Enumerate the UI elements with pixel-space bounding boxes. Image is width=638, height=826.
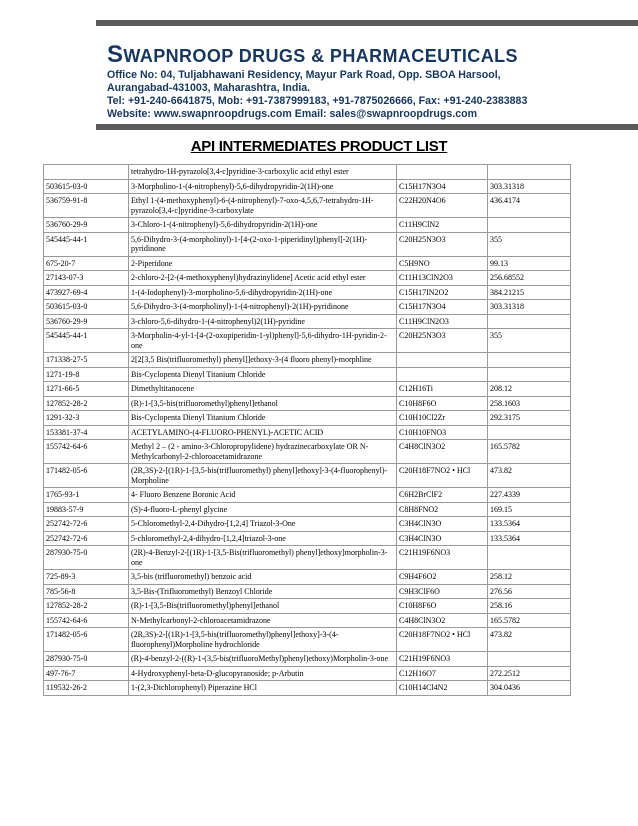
molecular-weight-cell: 169.15: [488, 502, 571, 517]
molecular-weight-cell: 473.82: [488, 628, 571, 652]
table-row: [44, 411, 571, 426]
formula-cell: C6H2BrClF2: [397, 488, 488, 503]
address-line-1: Office No: 04, Tuljabhawani Residency, Mayur Park Road, Opp. SBOA Harsool,: [107, 69, 501, 81]
formula-cell: C4H8ClN3O2: [397, 440, 488, 464]
cas-number-cell: 171482-05-6: [44, 464, 129, 488]
product-name-cell: 5-Chloromethyl-2,4-Dihydro-[1,2,4] Triazol-3-One: [129, 517, 397, 532]
molecular-weight-cell: 227.4339: [488, 488, 571, 503]
formula-cell: C20H25N3O3: [397, 232, 488, 256]
molecular-weight-cell: 258.16: [488, 599, 571, 614]
table-row: [44, 285, 571, 300]
table-row: [44, 382, 571, 397]
table-row: [44, 232, 571, 256]
molecular-weight-cell: [488, 218, 571, 233]
molecular-weight-cell: 303.31318: [488, 300, 571, 315]
table-row: [44, 218, 571, 233]
table-row: [44, 531, 571, 546]
product-name-cell: (R)-1-[3,5-bis(trifluoromethyl)phenyl]ethanol: [129, 396, 397, 411]
table-row: [44, 517, 571, 532]
table-row: [44, 353, 571, 368]
cas-number-cell: 155742-64-6: [44, 440, 129, 464]
molecular-weight-cell: [488, 652, 571, 667]
table-row: [44, 681, 571, 696]
product-name-cell: (2R,3S)-2-[(1R)-1-[3,5-bis(trifluoromethyl) phenyl]ethoxy]-3-(4-fluorophenyl)-Morpholine: [129, 464, 397, 488]
cas-number-cell: 545445-44-1: [44, 329, 129, 353]
formula-cell: C15H17N3O4: [397, 179, 488, 194]
molecular-weight-cell: 384.21215: [488, 285, 571, 300]
molecular-weight-cell: [488, 546, 571, 570]
formula-cell: C12H16Ti: [397, 382, 488, 397]
product-name-cell: Methyl 2 – (2 - amino-3-Chloropropylidene) hydrazinecarboxylate OR N-Methylcarbonyl-2-chloroacetamidrazone: [129, 440, 397, 464]
table-row: [44, 367, 571, 382]
table-row: [44, 396, 571, 411]
product-name-cell: 5,6-Dihydro-3-(4-morpholinyl)-1-[4-(2-oxo-1-piperidinyl)phenyl]-2(1H)-pyridinone: [129, 232, 397, 256]
molecular-weight-cell: [488, 314, 571, 329]
product-name-cell: 4-Hydroxyphenyl-beta-D-glucopyranoside; p-Arbutin: [129, 666, 397, 681]
product-name-cell: 3-Chloro-1-(4-nitrophenyl)-5,6-dihydropyridin-2(1H)-one: [129, 218, 397, 233]
table-row: [44, 300, 571, 315]
formula-cell: C22H20N4O6: [397, 194, 488, 218]
table-row: [44, 628, 571, 652]
product-name-cell: 3,5-Bis-(Trifluoromethyl) Benzoyl Chloride: [129, 584, 397, 599]
table-row: [44, 546, 571, 570]
molecular-weight-cell: 355: [488, 232, 571, 256]
cas-number-cell: 725-89-3: [44, 570, 129, 585]
formula-cell: C20H25N3O3: [397, 329, 488, 353]
product-name-cell: Bis-Cyclopenta Dienyl Titanium Chloride: [129, 367, 397, 382]
cas-number-cell: 785-56-8: [44, 584, 129, 599]
company-name-rest: WAPNROOP DRUGS & PHARMACEUTICALS: [123, 46, 518, 66]
molecular-weight-cell: 436.4174: [488, 194, 571, 218]
table-row: [44, 425, 571, 440]
molecular-weight-cell: [488, 425, 571, 440]
formula-cell: [397, 165, 488, 180]
letterhead: [107, 42, 637, 121]
cas-number-cell: 155742-64-6: [44, 613, 129, 628]
formula-cell: C15H17N3O4: [397, 300, 488, 315]
molecular-weight-cell: 258.1603: [488, 396, 571, 411]
formula-cell: C8H8FNO2: [397, 502, 488, 517]
formula-cell: C3H4ClN3O: [397, 531, 488, 546]
product-name-cell: 3-Morpholin-4-yl-1-[4-(2-oxopiperidin-1-yl)phenyl]-5,6-dihydro-1H-pyridin-2-one: [129, 329, 397, 353]
product-name-cell: (R)-4-benzyl-2-((R)-1-(3,5-bis(trifluoroMethyl)phenyl)ethoxy)Morpholin-3-one: [129, 652, 397, 667]
website-email-line: Website: www.swapnroopdrugs.com Email: sales@swapnroopdrugs.com: [107, 108, 477, 120]
address-line-2: Aurangabad-431003, Maharashtra, India.: [107, 82, 311, 94]
formula-cell: C15H17IN2O2: [397, 285, 488, 300]
table-row: [44, 440, 571, 464]
table-row: [44, 464, 571, 488]
formula-cell: C10H10FNO3: [397, 425, 488, 440]
molecular-weight-cell: 99.13: [488, 256, 571, 271]
table-row: [44, 570, 571, 585]
molecular-weight-cell: 133.5364: [488, 517, 571, 532]
cas-number-cell: 252742-72-6: [44, 517, 129, 532]
product-name-cell: N-Methylcarbonyl-2-chloroacetamidrazone: [129, 613, 397, 628]
cas-number-cell: 473927-69-4: [44, 285, 129, 300]
company-name-initial: S: [107, 41, 124, 68]
product-table: [43, 164, 571, 696]
table-row: [44, 194, 571, 218]
product-name-cell: 1-(4-Iodophenyl)-3-morpholino-5,6-dihydropyridin-2(1H)-one: [129, 285, 397, 300]
product-name-cell: 2-chloro-2-[2-(4-methoxyphenyl)hydrazinylidene] Acetic acid ethyl ester: [129, 271, 397, 286]
molecular-weight-cell: 276.56: [488, 584, 571, 599]
table-row: [44, 329, 571, 353]
table-row: [44, 652, 571, 667]
formula-cell: C11H13ClN2O3: [397, 271, 488, 286]
cas-number-cell: 503615-03-0: [44, 179, 129, 194]
product-name-cell: 5,6-Dihydro-3-(4-morpholinyl)-1-(4-nitrophenyl)-2(1H)-pyridinone: [129, 300, 397, 315]
table-row: [44, 256, 571, 271]
product-name-cell: 2[2[3,5 Bis(trifluoromethyl) phenyl]]ethoxy-3-(4 fluoro phenyl)-morphline: [129, 353, 397, 368]
cas-number-cell: 497-76-7: [44, 666, 129, 681]
cas-number-cell: 1765-93-1: [44, 488, 129, 503]
product-name-cell: (2R,3S)-2-[(1R)-1-[3,5-bis(trifluoromethyl)phenyl]ethoxy]-3-(4-fluorophenyl)Morpholine hydrochloride: [129, 628, 397, 652]
product-name-cell: tetrahydro-1H-pyrazolo[3,4-c]pyridine-3-carboxylic acid ethyl ester: [129, 165, 397, 180]
product-name-cell: Bis-Cyclopenta Dienyl Titanium Chloride: [129, 411, 397, 426]
product-name-cell: ACETYLAMINO-(4-FLUORO-PHENYL)-ACETIC ACID: [129, 425, 397, 440]
table-row: [44, 314, 571, 329]
formula-cell: C20H18F7NO2 • HCl: [397, 464, 488, 488]
formula-cell: [397, 367, 488, 382]
cas-number-cell: 1291-32-3: [44, 411, 129, 426]
formula-cell: C4H8ClN3O2: [397, 613, 488, 628]
formula-cell: C20H18F7NO2 • HCl: [397, 628, 488, 652]
formula-cell: C10H14Cl4N2: [397, 681, 488, 696]
molecular-weight-cell: 303.31318: [488, 179, 571, 194]
cas-number-cell: 252742-72-6: [44, 531, 129, 546]
product-name-cell: 4- Fluoro Benzene Boronic Acid: [129, 488, 397, 503]
cas-number-cell: 119532-26-2: [44, 681, 129, 696]
cas-number-cell: 675-20-7: [44, 256, 129, 271]
table-row: [44, 488, 571, 503]
product-name-cell: Dimethyltitanocene: [129, 382, 397, 397]
cas-number-cell: 1271-19-8: [44, 367, 129, 382]
molecular-weight-cell: 256.68552: [488, 271, 571, 286]
product-name-cell: 3-Morpholino-1-(4-nitrophenyl)-5,6-dihydropyridin-2(1H)-one: [129, 179, 397, 194]
formula-cell: C10H10Cl2Zr: [397, 411, 488, 426]
molecular-weight-cell: [488, 165, 571, 180]
product-name-cell: (2R)-4-Benzyl-2-[(1R)-1-[3,5-Bis(trifluoromethyl) phenyl]ethoxy]morpholin-3-one: [129, 546, 397, 570]
header-rule-bottom: [96, 124, 638, 130]
cas-number-cell: 287930-75-0: [44, 546, 129, 570]
cas-number-cell: 127852-28-2: [44, 599, 129, 614]
formula-cell: C3H4ClN3O: [397, 517, 488, 532]
page-title: API INTERMEDIATES PRODUCT LIST: [190, 138, 448, 155]
cas-number-cell: 19883-57-9: [44, 502, 129, 517]
company-name: [107, 42, 637, 69]
molecular-weight-cell: 304.0436: [488, 681, 571, 696]
contact-line: Tel: +91-240-6641875, Mob: +91-7387999183, +91-7875026666, Fax: +91-240-2383883: [107, 95, 528, 107]
cas-number-cell: [44, 165, 129, 180]
molecular-weight-cell: [488, 353, 571, 368]
table-row: [44, 584, 571, 599]
molecular-weight-cell: 292.3175: [488, 411, 571, 426]
table-row: [44, 179, 571, 194]
molecular-weight-cell: 133.5364: [488, 531, 571, 546]
cas-number-cell: 171338-27-5: [44, 353, 129, 368]
cas-number-cell: 536760-29-9: [44, 218, 129, 233]
molecular-weight-cell: 165.5782: [488, 440, 571, 464]
formula-cell: C10H8F6O: [397, 599, 488, 614]
table-row: [44, 666, 571, 681]
formula-cell: C12H16O7: [397, 666, 488, 681]
molecular-weight-cell: 208.12: [488, 382, 571, 397]
table-row: [44, 502, 571, 517]
header-rule-top: [96, 20, 638, 26]
cas-number-cell: 27143-07-3: [44, 271, 129, 286]
formula-cell: C9H4F6O2: [397, 570, 488, 585]
cas-number-cell: 503615-03-0: [44, 300, 129, 315]
cas-number-cell: 171482-05-6: [44, 628, 129, 652]
product-name-cell: (S)-4-fluoro-L-phenyl glycine: [129, 502, 397, 517]
cas-number-cell: 536760-29-9: [44, 314, 129, 329]
formula-cell: [397, 353, 488, 368]
molecular-weight-cell: 355: [488, 329, 571, 353]
table-row: [44, 271, 571, 286]
formula-cell: C10H8F6O: [397, 396, 488, 411]
table-row: [44, 599, 571, 614]
cas-number-cell: 287930-75-0: [44, 652, 129, 667]
formula-cell: C21H19F6NO3: [397, 652, 488, 667]
product-name-cell: 2-Piperidone: [129, 256, 397, 271]
cas-number-cell: 1271-66-5: [44, 382, 129, 397]
formula-cell: C9H3ClF6O: [397, 584, 488, 599]
product-name-cell: Ethyl 1-(4-methoxyphenyl)-6-(4-nitrophenyl)-7-oxo-4,5,6,7-tetrahydro-1H-pyrazolo[3,4-c]pyridine-3-carboxylate: [129, 194, 397, 218]
cas-number-cell: 153381-37-4: [44, 425, 129, 440]
table-row: [44, 613, 571, 628]
molecular-weight-cell: 258.12: [488, 570, 571, 585]
product-name-cell: 5-chloromethyl-2,4-dihydro-[1,2,4]triazol-3-one: [129, 531, 397, 546]
formula-cell: C11H9ClN2O3: [397, 314, 488, 329]
molecular-weight-cell: 272.2512: [488, 666, 571, 681]
formula-cell: C21H19F6NO3: [397, 546, 488, 570]
cas-number-cell: 127852-28-2: [44, 396, 129, 411]
formula-cell: C11H9ClN2: [397, 218, 488, 233]
product-name-cell: 3,5-bis (trifluoromethyl) benzoic acid: [129, 570, 397, 585]
product-name-cell: 3-chloro-5,6-dihydro-1-(4-nitrophenyl)2(1H)-pyridine: [129, 314, 397, 329]
product-name-cell: 1-(2,3-Dichlorophenyl) Piperazine HCl: [129, 681, 397, 696]
product-table-body: [44, 165, 571, 696]
molecular-weight-cell: 473.82: [488, 464, 571, 488]
molecular-weight-cell: [488, 367, 571, 382]
cas-number-cell: 536759-91-8: [44, 194, 129, 218]
product-name-cell: (R)-1-[3,5-Bis(trifluoromethyl)phenyl]ethanol: [129, 599, 397, 614]
formula-cell: C5H9NO: [397, 256, 488, 271]
molecular-weight-cell: 165.5782: [488, 613, 571, 628]
cas-number-cell: 545445-44-1: [44, 232, 129, 256]
table-row: [44, 165, 571, 180]
